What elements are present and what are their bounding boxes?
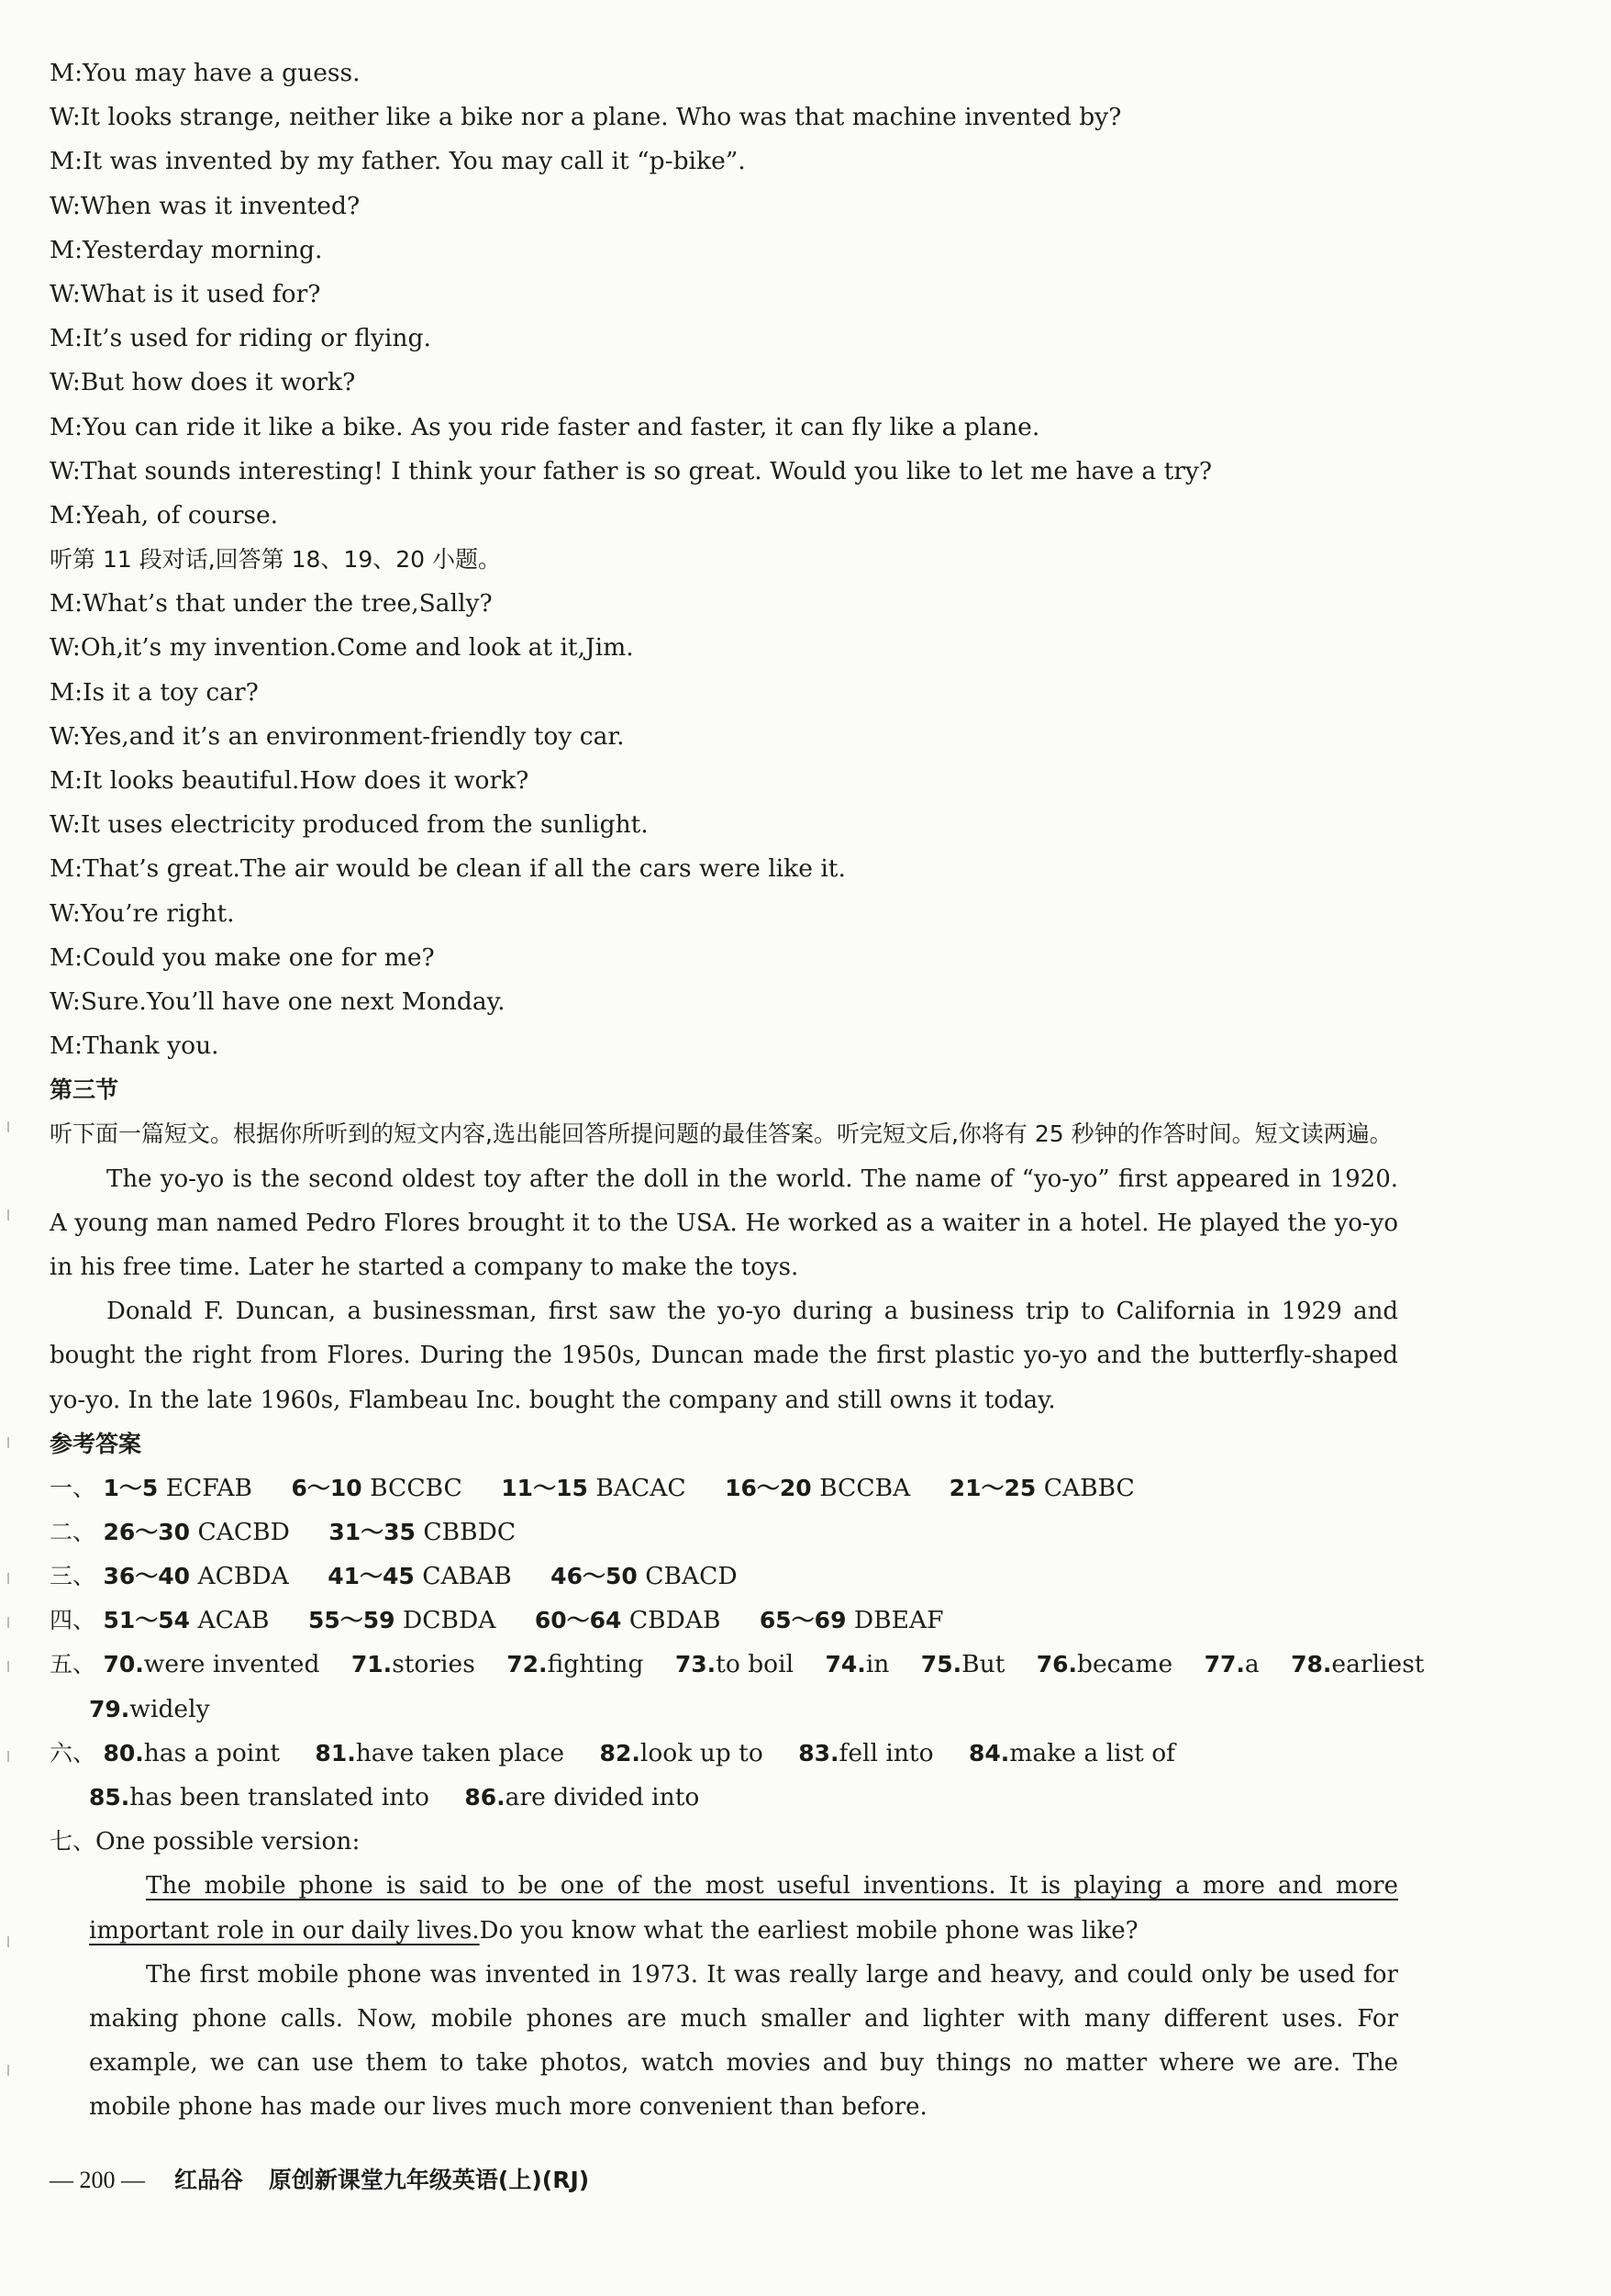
passage-paragraph: Donald F. Duncan, a businessman, first saw the yo-yo during a business trip to California in 1929 and bought the right from Flores. During the 1950s, Duncan made the first plastic yo-yo and the butterfly-shaped yo-yo. In the late 1960s, Flambeau Inc. bought the company and still owns it today.	[50, 1298, 1398, 1414]
page-content	[50, 51, 1425, 2130]
dialogue-line: W:You’re right.	[50, 898, 235, 928]
dialogue-line: M:Thank you.	[50, 1031, 219, 1061]
answer-group: 21～25 CABBC	[949, 1473, 1135, 1502]
answer-group: 55～59 DCBDA	[307, 1606, 496, 1635]
dialogue-line: W:Yes,and it’s an environment-friendly toy car.	[50, 721, 625, 751]
answer-item: 73.to boil	[674, 1650, 794, 1679]
dialogue-line: M:Could you make one for me?	[50, 942, 435, 972]
answer-group: 60～64 CBDAB	[534, 1606, 721, 1635]
answers-part-7	[50, 1820, 1398, 1864]
margin-mark	[7, 1121, 22, 1132]
answer-group: 65～69 DBEAF	[759, 1606, 944, 1635]
answer-group: 41～45 CABAB	[328, 1562, 512, 1591]
dialogue-10	[50, 51, 1398, 538]
answer-item: 82.look up to	[599, 1738, 763, 1767]
essay-paragraph: The first mobile phone was invented in 1973. It was really large and heavy, and could only be used for making phone calls. Now, mobile phones are much smaller and lighter with many different uses. For example, we can use them to take photos, watch movies and buy things no matter where we are. The mobile phone has made our lives much more convenient than before.	[89, 1960, 1398, 2122]
answers-part-2	[50, 1510, 1398, 1555]
answer-item: 83.fell into	[798, 1738, 934, 1767]
answers-part-6	[50, 1732, 1398, 1776]
answer-item: 79.widely	[89, 1694, 210, 1723]
dialogue-line: M:Is it a toy car?	[50, 677, 259, 707]
answer-item: 80.has a point	[103, 1738, 280, 1767]
part-marker: 三、	[50, 1563, 96, 1590]
dialogue-line: M:What’s that under the tree,Sally?	[50, 589, 493, 619]
answer-item: 77.a	[1204, 1650, 1260, 1679]
answers-part-3	[50, 1555, 1398, 1599]
passage-paragraph: The yo-yo is the second oldest toy after the doll in the world. The name of “yo-yo” first appeared in 1920. A young man named Pedro Flores brought it to the USA. He worked as a waiter in a hotel. He played the yo-yo in his free time. Later he started a company to make the toys.	[50, 1165, 1398, 1281]
dialogue-line: M:Yesterday morning.	[50, 235, 323, 264]
answer-group: 26～30 CACBD	[103, 1517, 290, 1546]
answer-item: 85.has been translated into	[89, 1783, 429, 1812]
dialogue-line: M:It’s used for riding or flying.	[50, 324, 431, 353]
margin-mark	[7, 1573, 22, 1584]
answer-group: 46～50 CBACD	[550, 1562, 738, 1591]
dialogue-line: W:It looks strange, neither like a bike nor a plane. Who was that machine invented by?	[50, 103, 1122, 132]
margin-mark	[7, 1661, 22, 1672]
answers-heading: 参考答案	[50, 1430, 142, 1457]
answers-part-1	[50, 1466, 1398, 1510]
answer-item: 76.became	[1036, 1650, 1173, 1679]
dialogue-line: W:Sure.You’ll have one next Monday.	[50, 986, 506, 1016]
dialogue-line: W:But how does it work?	[50, 368, 356, 397]
answers-part-6-cont	[50, 1776, 1398, 1820]
dialogue-line: W:That sounds interesting! I think your father is so great. Would you like to let me have a try?	[50, 456, 1213, 485]
dialogue-line: W:When was it invented?	[50, 191, 361, 220]
dialogue-line: W:It uses electricity produced from the sunlight.	[50, 810, 649, 840]
margin-mark	[7, 1751, 22, 1762]
answer-group: 1～5 ECFAB	[103, 1473, 253, 1502]
answer-group: 51～54 ACAB	[103, 1606, 270, 1635]
answer-item: 70.were invented	[103, 1650, 320, 1679]
answer-item: 72.fighting	[506, 1650, 644, 1679]
answer-item: 74.in	[825, 1650, 890, 1679]
part-marker: 一、	[50, 1474, 96, 1501]
section-3-heading: 第三节	[50, 1076, 119, 1104]
answer-item: 75.But	[920, 1650, 1005, 1679]
answers-part-5	[50, 1643, 1425, 1687]
dialogue-line: M:You can ride it like a bike. As you ride faster and faster, it can fly like a plane.	[50, 412, 1040, 441]
margin-mark	[7, 2065, 22, 2076]
answer-group: 36～40 ACBDA	[103, 1562, 289, 1591]
page-footer	[50, 2162, 589, 2199]
dialogue-line: W:What is it used for?	[50, 279, 321, 308]
publisher-brand: 红品谷	[173, 2167, 243, 2193]
essay-intro: One possible version:	[95, 1827, 361, 1856]
part-marker: 二、	[50, 1518, 96, 1545]
dialogue-line: M:It looks beautiful.How does it work?	[50, 766, 529, 795]
margin-mark	[7, 1936, 22, 1947]
answer-item: 81.have taken place	[315, 1738, 565, 1767]
answer-item: 71.stories	[350, 1650, 475, 1679]
part-marker: 四、	[50, 1607, 96, 1634]
margin-mark	[7, 1437, 22, 1448]
answer-item: 86.are divided into	[464, 1783, 700, 1812]
book-title: 原创新课堂九年级英语(上)(RJ)	[268, 2167, 590, 2193]
dialogue-11	[50, 582, 1398, 1068]
essay-underlined-text: The mobile phone is said to be one of the most useful inventions. It is playing a more and more important role in our daily lives.	[89, 1872, 1398, 1945]
answers-part-5-cont	[50, 1688, 1398, 1732]
section-3-instruction: 听下面一篇短文。根据你所听到的短文内容,选出能回答所提问题的最佳答案。听完短文后,你将有 25 秒钟的作答时间。短文读两遍。	[50, 1120, 1393, 1148]
page-number: — 200 —	[50, 2167, 145, 2193]
essay-text: Do you know what the earliest mobile phone was like?	[479, 1916, 1139, 1945]
part-marker: 五、	[50, 1651, 96, 1678]
margin-mark	[7, 1209, 22, 1220]
dialogue-line: M:That’s great.The air would be clean if all the cars were like it.	[50, 854, 846, 884]
answer-group: 6～10 BCCBC	[291, 1473, 462, 1502]
answer-item: 78.earliest	[1291, 1650, 1425, 1679]
essay-paragraph	[50, 1864, 1398, 1952]
answer-group: 31～35 CBBDC	[328, 1517, 517, 1546]
dialogue-line: M:It was invented by my father. You may call it “p-bike”.	[50, 147, 746, 176]
answer-item: 84.make a list of	[968, 1738, 1175, 1767]
answer-group: 16～20 BCCBA	[725, 1473, 911, 1502]
part-marker: 六、	[50, 1739, 96, 1767]
answer-group: 11～15 BACAC	[501, 1473, 686, 1502]
margin-mark	[7, 1617, 22, 1628]
part-marker: 七、	[50, 1828, 96, 1856]
dialogue-line: W:Oh,it’s my invention.Come and look at it,Jim.	[50, 633, 634, 663]
dialogue-11-instruction: 听第 11 段对话,回答第 18、19、20 小题。	[50, 546, 501, 574]
dialogue-line: M:Yeah, of course.	[50, 500, 279, 529]
dialogue-line: M:You may have a guess.	[50, 59, 361, 87]
answers-part-4	[50, 1599, 1398, 1643]
